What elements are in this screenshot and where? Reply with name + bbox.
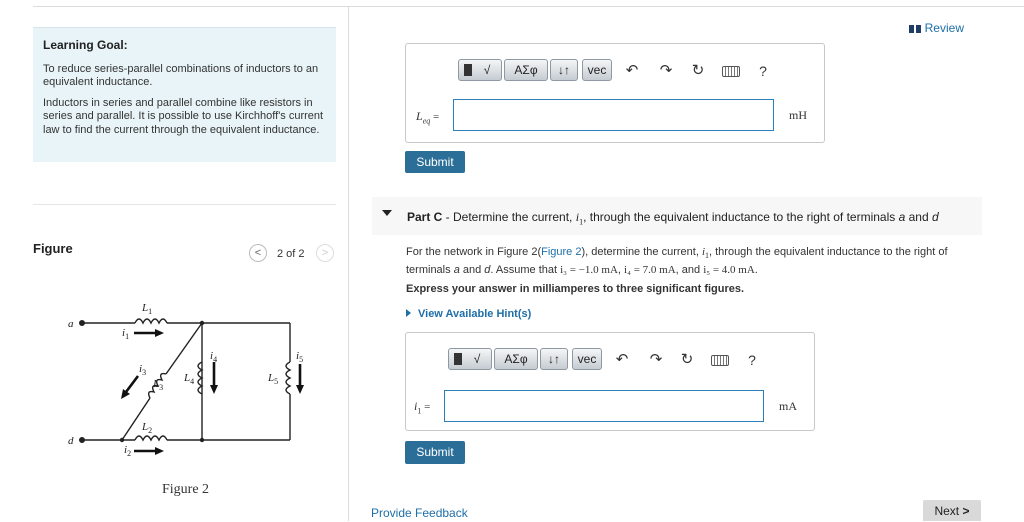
partC-line2-pre: terminals xyxy=(406,264,454,277)
label-i2: i xyxy=(124,444,128,456)
label-i3-sub: 3 xyxy=(142,368,147,377)
partC-description: For the network in Figure 2(Figure 2), determine the current, $i_1$, through the equivalent inductance to the right of terminals a and d. Assume that i₃ = −1.0 mA, i₄ = 7.0 mA, and i₅ = 4.0 mA. xyxy=(406,246,948,277)
label-i4-sub: 4 xyxy=(213,355,218,364)
partB-answer-input[interactable] xyxy=(453,99,774,131)
review-label: Review xyxy=(924,21,964,35)
svg-text:i3 xyxy=(139,363,146,377)
partC-var-sub: 1 xyxy=(417,406,422,416)
figure-pager: 2 of 2 xyxy=(277,248,305,260)
svg-text:i5 xyxy=(296,350,303,364)
column-divider xyxy=(348,6,349,521)
partC-reset-icon[interactable]: ↻ xyxy=(680,351,694,368)
hint-expand-icon xyxy=(406,309,411,317)
partC-var: i xyxy=(414,399,418,413)
terminal-d-node xyxy=(79,437,85,443)
partC-line1-pre: For the network in Figure 2( xyxy=(406,246,542,258)
partB-submit-button[interactable]: Submit xyxy=(405,151,465,173)
partC-title-var-sub: 1 xyxy=(579,217,584,227)
partC-line2-a: a xyxy=(453,264,460,277)
partB-help-icon[interactable]: ? xyxy=(759,63,767,79)
label-L5: L xyxy=(268,372,275,384)
partB-var: L xyxy=(416,109,423,123)
partC-keyboard-icon[interactable] xyxy=(711,355,729,366)
review-icon xyxy=(909,25,921,33)
partC-vec-button[interactable]: vec xyxy=(572,348,602,370)
partB-eq: = xyxy=(430,111,440,123)
partB-symbols-button[interactable]: ΑΣφ xyxy=(504,59,548,81)
template-icon xyxy=(464,64,472,76)
partB-variable-label xyxy=(416,109,439,125)
partC-line1-var-sub: 1 xyxy=(705,251,709,261)
partB-var-sub: eq xyxy=(422,116,431,126)
partC-collapse-icon xyxy=(382,210,392,216)
partC-unit: mA xyxy=(779,399,797,413)
partC-hint-toggle[interactable] xyxy=(406,307,531,321)
partC-radical-icon: √ xyxy=(473,352,481,366)
partB-undo-icon[interactable]: ↶ xyxy=(625,62,639,79)
inductor-l2 xyxy=(135,436,167,440)
label-d: d xyxy=(68,435,74,447)
label-a: a xyxy=(68,318,74,330)
partC-line2-and: and xyxy=(459,264,485,277)
svg-text:L2 xyxy=(141,421,152,435)
learning-goal-text-2: Inductors in series and parallel combine like resistors in series and parallel. It is possible to use Kirchhoff's current law to find the current through the equivalent inductance. xyxy=(43,96,324,136)
review-link[interactable] xyxy=(909,21,964,35)
figure-divider xyxy=(33,204,336,205)
partC-variable-label xyxy=(414,399,430,415)
partC-line1-post: , through the equivalent inductance to the right of xyxy=(709,246,948,258)
figure-title: Figure xyxy=(33,241,73,256)
hint-label: View Available Hint(s) xyxy=(418,308,532,320)
label-i5: i xyxy=(296,350,300,362)
label-i5-sub: 5 xyxy=(299,355,304,364)
label-L1-sub: 1 xyxy=(148,307,153,316)
label-L4: L xyxy=(184,372,191,384)
partC-answer-input[interactable] xyxy=(444,390,764,422)
label-L4-sub: 4 xyxy=(190,377,195,386)
partC-line2-d: d xyxy=(484,264,491,277)
partC-title-bold: Part C xyxy=(407,210,443,224)
label-i1-sub: 1 xyxy=(125,332,130,341)
figure-caption: Figure 2 xyxy=(162,482,210,497)
figure-prev-button[interactable]: < xyxy=(249,244,267,262)
inductor-l1 xyxy=(135,319,167,323)
radical-icon: √ xyxy=(483,63,491,77)
partC-help-icon[interactable]: ? xyxy=(748,352,756,368)
next-label: Next xyxy=(934,504,960,518)
label-L2-sub: 2 xyxy=(148,426,153,435)
partC-line2-mid: . Assume that xyxy=(490,264,561,277)
figure2-link[interactable]: Figure 2 xyxy=(541,246,582,258)
label-i1: i xyxy=(122,327,126,339)
partC-line1-mid: ), determine the current, xyxy=(581,246,702,258)
label-L5-sub: 5 xyxy=(274,377,279,386)
svg-text:i1 xyxy=(122,327,129,341)
label-L1: L xyxy=(142,302,149,314)
partC-symbols-button[interactable]: ΑΣφ xyxy=(494,348,538,370)
partC-undo-icon[interactable]: ↶ xyxy=(615,351,629,368)
partC-title-and: and xyxy=(905,210,932,224)
label-i4: i xyxy=(210,350,214,362)
figure-next-button[interactable]: > xyxy=(316,244,334,262)
label-L3-sub: 3 xyxy=(159,383,164,392)
learning-goal-box xyxy=(33,27,336,162)
partB-unit: mH xyxy=(789,108,807,122)
partC-title-d: d xyxy=(932,210,939,224)
partC-title-text-2: , through the equivalent inductance to the right of terminals xyxy=(583,210,899,224)
inductor-l5 xyxy=(286,362,290,394)
provide-feedback-link[interactable]: Provide Feedback xyxy=(371,506,468,520)
learning-goal-heading: Learning Goal: xyxy=(43,38,128,52)
partC-submit-button[interactable]: Submit xyxy=(405,441,465,464)
partC-eq: = xyxy=(421,401,431,413)
label-L3: L xyxy=(153,378,160,390)
chevron-right-icon: > xyxy=(962,504,970,518)
svg-text:L1 xyxy=(141,302,152,316)
partB-keyboard-icon[interactable] xyxy=(722,66,740,77)
label-L2: L xyxy=(142,421,149,433)
i3-value: i₃ = −1.0 mA xyxy=(560,264,618,277)
i5-value: i₅ = 4.0 mA xyxy=(703,264,755,277)
partC-title-a: a xyxy=(898,210,906,224)
partC-template-icon xyxy=(454,353,462,365)
learning-goal-text-1: To reduce series-parallel combinations of inductors to an equivalent inductance. xyxy=(43,62,319,88)
svg-text:i2 xyxy=(124,444,131,458)
circuit-diagram xyxy=(60,290,320,470)
next-button[interactable] xyxy=(923,500,981,521)
partB-arrows-button[interactable]: ↓↑ xyxy=(550,59,578,81)
partC-title-text: - Determine the current, xyxy=(442,210,576,224)
label-i3: i xyxy=(139,363,143,375)
partB-template-button[interactable] xyxy=(458,59,502,81)
svg-text:i4 xyxy=(210,350,217,364)
partC-arrows-button[interactable]: ↓↑ xyxy=(540,348,568,370)
partC-template-button[interactable] xyxy=(448,348,492,370)
partC-header[interactable] xyxy=(372,197,982,235)
current-arrow-i3 xyxy=(126,376,138,392)
partB-vec-button[interactable]: vec xyxy=(582,59,612,81)
partB-redo-icon[interactable]: ↷ xyxy=(659,62,673,79)
terminal-a-node xyxy=(79,320,85,326)
partC-line1-var: i xyxy=(701,246,705,258)
svg-text:L4 xyxy=(183,372,194,386)
svg-text:L5 xyxy=(267,372,278,386)
partC-title xyxy=(407,210,939,226)
partC-redo-icon[interactable]: ↷ xyxy=(649,351,663,368)
i4-value: i₄ = 7.0 mA xyxy=(624,264,676,277)
partC-title-var: i xyxy=(575,210,580,224)
label-i2-sub: 2 xyxy=(127,449,132,458)
top-divider xyxy=(33,6,1024,7)
partC-and: , and xyxy=(675,264,704,277)
partC-instruction: Express your answer in milliamperes to three significant figures. xyxy=(406,283,745,295)
partB-reset-icon[interactable]: ↻ xyxy=(691,62,705,79)
